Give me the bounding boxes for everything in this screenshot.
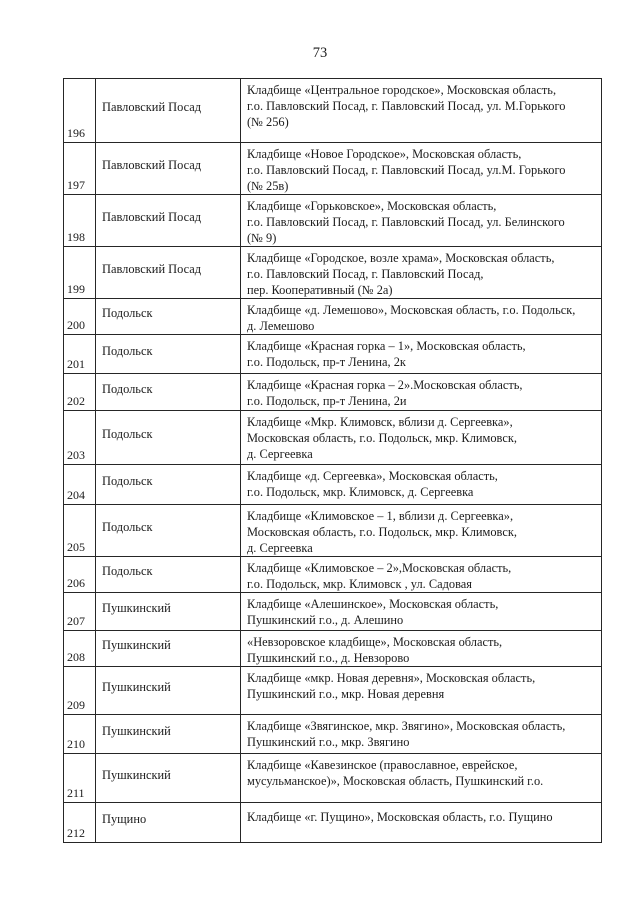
table-row (64, 754, 602, 803)
table-row (64, 411, 602, 465)
table-row (64, 195, 602, 247)
cemetery-description (241, 465, 602, 505)
description-line: Пушкинский г.о., д. Алешино (247, 613, 404, 627)
row-number: 200 (64, 299, 96, 335)
district-name: Подольск (96, 335, 241, 374)
district-name: Подольск (96, 299, 241, 335)
row-number: 210 (64, 715, 96, 754)
row-number: 207 (64, 593, 96, 631)
table-row (64, 79, 602, 143)
description-line: Кладбище «Центральное городское», Московская область, (247, 83, 557, 97)
description-line: Кладбище «д. Лемешово», Московская область, г.о. Подольск, (247, 303, 576, 317)
district-name: Пушкинский (96, 593, 241, 631)
cemetery-description (241, 631, 602, 667)
district-name: Пушкинский (96, 631, 241, 667)
district-name: Пушкинский (96, 715, 241, 754)
description-line: пер. Кооперативный (№ 2а) (247, 283, 393, 297)
description-line: Кладбище «Алешинское», Московская область, (247, 597, 499, 611)
table-row (64, 335, 602, 374)
description-line: Кладбище «Городское, возле храма», Московская область, (247, 251, 555, 265)
district-name: Подольск (96, 411, 241, 465)
row-number: 198 (64, 195, 96, 247)
cemetery-description (241, 667, 602, 715)
row-number: 205 (64, 505, 96, 557)
description-line: Кладбище «мкр. Новая деревня», Московская область, (247, 671, 536, 685)
table-row (64, 505, 602, 557)
description-line: Московская область, г.о. Подольск, мкр. Климовск, (247, 431, 517, 445)
district-name: Павловский Посад (96, 247, 241, 299)
district-name: Подольск (96, 465, 241, 505)
description-line: г.о. Павловский Посад, г. Павловский Посад, ул.М. Горького (247, 163, 566, 177)
description-line: г.о. Павловский Посад, г. Павловский Посад, (247, 267, 484, 281)
row-number: 208 (64, 631, 96, 667)
row-number: 206 (64, 557, 96, 593)
row-number: 212 (64, 803, 96, 843)
description-line: (№ 256) (247, 115, 289, 129)
table-row (64, 557, 602, 593)
table-row (64, 803, 602, 843)
page-number: 73 (312, 45, 328, 61)
row-number: 203 (64, 411, 96, 465)
table-row (64, 374, 602, 411)
cemetery-description (241, 374, 602, 411)
cemetery-description (241, 557, 602, 593)
description-line: д. Лемешово (247, 319, 315, 333)
description-line: Кладбище «Новое Городское», Московская область, (247, 147, 522, 161)
row-number: 202 (64, 374, 96, 411)
cemetery-description (241, 335, 602, 374)
row-number: 197 (64, 143, 96, 195)
row-number: 199 (64, 247, 96, 299)
district-name: Подольск (96, 505, 241, 557)
district-name: Подольск (96, 557, 241, 593)
table-row (64, 299, 602, 335)
description-line: Кладбище «Горьковское», Московская область, (247, 199, 497, 213)
description-line: Кладбище «Климовское – 2»,Московская область, (247, 561, 512, 575)
cemetery-description (241, 247, 602, 299)
cemetery-description (241, 593, 602, 631)
district-name: Павловский Посад (96, 79, 241, 143)
description-line: Кладбище «Климовское – 1, вблизи д. Сергеевка», (247, 509, 514, 523)
cemetery-description (241, 195, 602, 247)
cemetery-description (241, 715, 602, 754)
description-line: Кладбище «Кавезинское (православное, еврейское, (247, 758, 518, 772)
district-name: Пущино (96, 803, 241, 843)
description-line: мусульманское)», Московская область, Пушкинский г.о. (247, 774, 544, 788)
description-line: (№ 9) (247, 231, 277, 245)
table-row (64, 465, 602, 505)
row-number: 196 (64, 79, 96, 143)
cemetery-description (241, 803, 602, 843)
row-number: 204 (64, 465, 96, 505)
description-line: г.о. Подольск, мкр. Климовск, д. Сергеевка (247, 485, 474, 499)
description-line: г.о. Подольск, пр-т Ленина, 2к (247, 355, 406, 369)
description-line: Кладбище «г. Пущино», Московская область, г.о. Пущино (247, 810, 553, 824)
description-line: Московская область, г.о. Подольск, мкр. Климовск, (247, 525, 517, 539)
description-line: Кладбище «д. Сергеевка», Московская область, (247, 469, 498, 483)
description-line: г.о. Павловский Посад, г. Павловский Посад, ул. Белинского (247, 215, 565, 229)
description-line: Кладбище «Красная горка – 2».Московская область, (247, 378, 523, 392)
cemetery-description (241, 505, 602, 557)
description-line: (№ 25в) (247, 179, 289, 193)
cemetery-description (241, 79, 602, 143)
district-name: Пушкинский (96, 754, 241, 803)
cemetery-description (241, 299, 602, 335)
table-row (64, 715, 602, 754)
description-line: Кладбище «Звягинское, мкр. Звягино», Московская область, (247, 719, 566, 733)
description-line: г.о. Подольск, пр-т Ленина, 2и (247, 394, 407, 408)
table-row (64, 667, 602, 715)
cemetery-table (63, 78, 602, 843)
description-line: д. Сергеевка (247, 541, 313, 555)
row-number: 209 (64, 667, 96, 715)
table-row (64, 631, 602, 667)
cemetery-description (241, 143, 602, 195)
description-line: Пушкинский г.о., мкр. Звягино (247, 735, 410, 749)
row-number: 211 (64, 754, 96, 803)
description-line: д. Сергеевка (247, 447, 313, 461)
cemetery-description (241, 754, 602, 803)
cemetery-description (241, 411, 602, 465)
description-line: Пушкинский г.о., мкр. Новая деревня (247, 687, 445, 701)
description-line: г.о. Павловский Посад, г. Павловский Посад, ул. М.Горького (247, 99, 566, 113)
description-line: Пушкинский г.о., д. Невзорово (247, 651, 410, 665)
row-number: 201 (64, 335, 96, 374)
description-line: г.о. Подольск, мкр. Климовск , ул. Садовая (247, 577, 472, 591)
description-line: Кладбище «Мкр. Климовск, вблизи д. Сергеевка», (247, 415, 513, 429)
description-line: Кладбище «Красная горка – 1», Московская область, (247, 339, 526, 353)
table-row (64, 143, 602, 195)
table-row (64, 247, 602, 299)
district-name: Павловский Посад (96, 195, 241, 247)
district-name: Подольск (96, 374, 241, 411)
description-line: «Невзоровское кладбище», Московская область, (247, 635, 503, 649)
district-name: Пушкинский (96, 667, 241, 715)
district-name: Павловский Посад (96, 143, 241, 195)
table-row (64, 593, 602, 631)
